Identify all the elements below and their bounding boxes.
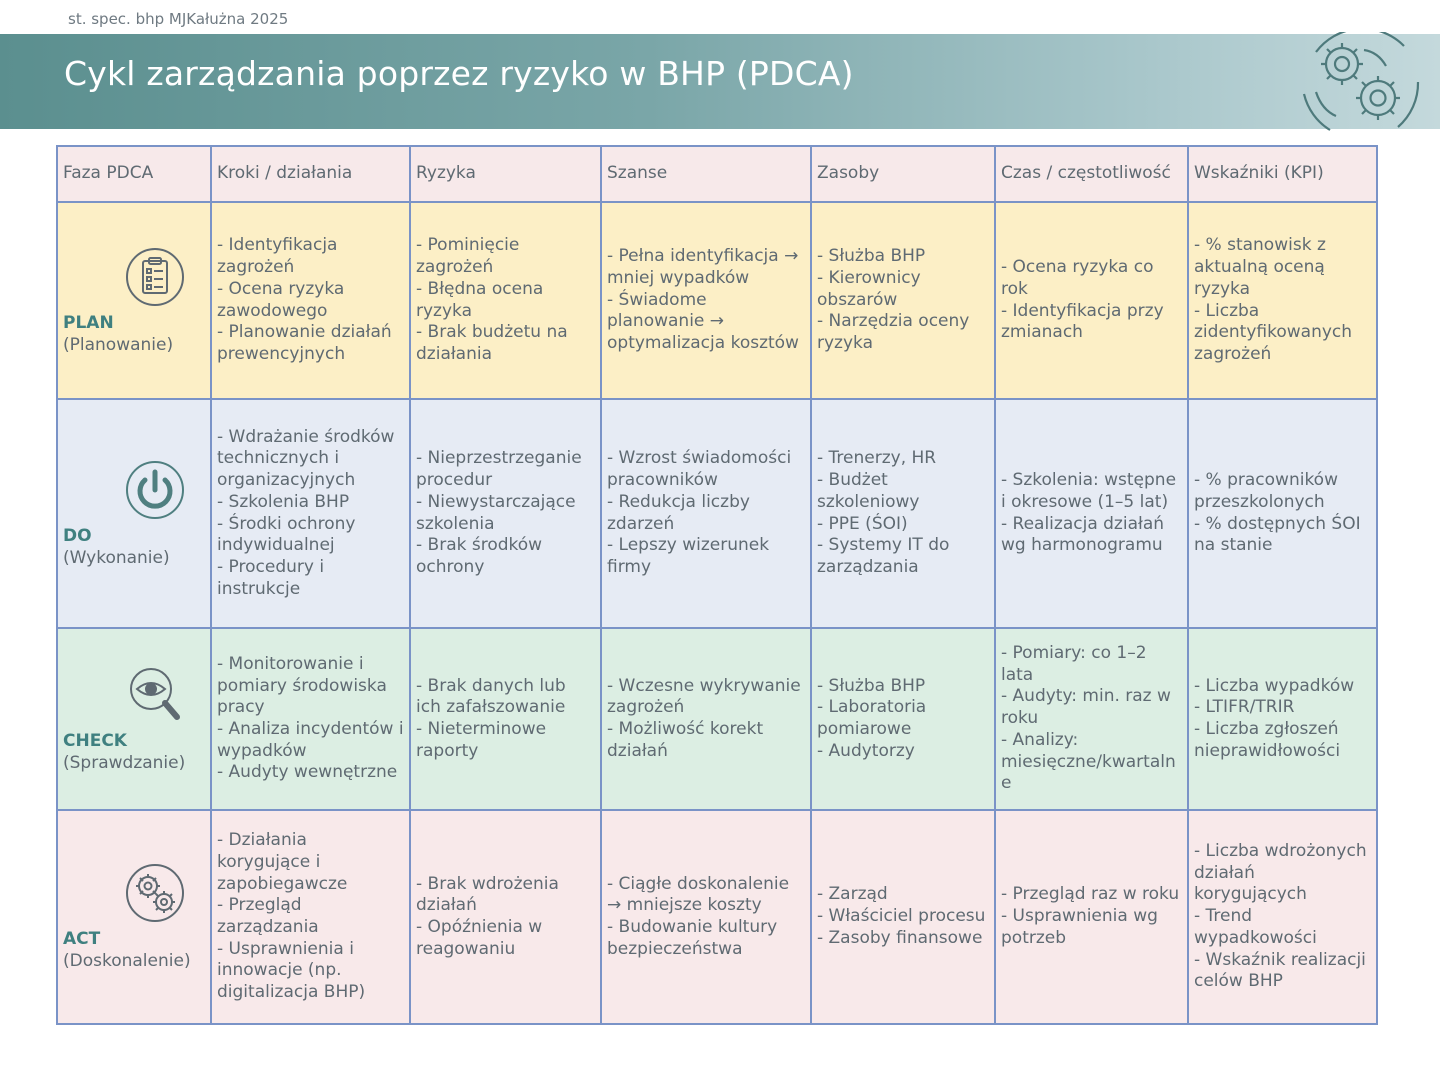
list-item: - Analizy: miesięczne/kwartalne bbox=[1001, 729, 1176, 794]
list-item: - Analiza incydentów i wypadków bbox=[217, 719, 404, 761]
gears-icon bbox=[1294, 32, 1422, 132]
author-credit: st. spec. bhp MJKałużna 2025 bbox=[68, 10, 289, 28]
phase-cell bbox=[57, 628, 211, 810]
title-banner bbox=[0, 34, 1440, 129]
list-item: - Audyty: min. raz w roku bbox=[1001, 686, 1171, 729]
eye-magnifier-icon bbox=[123, 663, 187, 727]
list-item: - Brak danych lub ich zafałszowanie bbox=[416, 675, 566, 718]
table-row-do bbox=[57, 399, 1377, 628]
list-item: - Szkolenia BHP bbox=[217, 491, 350, 512]
resources-cell bbox=[811, 202, 995, 399]
list-item: - Identyfikacja zagrożeń bbox=[217, 235, 338, 278]
resources-cell bbox=[811, 810, 995, 1024]
phase-cell bbox=[57, 399, 211, 628]
list-item: - Planowanie działań prewencyjnych bbox=[217, 322, 392, 364]
list-item: - Liczba wypadków bbox=[1194, 675, 1355, 696]
steps-cell bbox=[211, 810, 410, 1024]
list-item: - Brak środków ochrony bbox=[416, 535, 543, 577]
list-item: - Opóźnienia w reagowaniu bbox=[416, 917, 543, 959]
list-item: - Systemy IT do zarządzania bbox=[817, 535, 950, 577]
steps-cell bbox=[211, 399, 410, 628]
opportunities-cell bbox=[601, 810, 811, 1024]
kpi-cell bbox=[1188, 202, 1377, 399]
list-item: - Budowanie kultury bezpieczeństwa bbox=[607, 917, 778, 959]
list-item: - Budżet szkoleniowy bbox=[817, 470, 920, 512]
table-row-check bbox=[57, 628, 1377, 810]
list-item: - PPE (ŚOI) bbox=[817, 513, 908, 534]
list-item: - Nieprzestrzeganie procedur bbox=[416, 448, 582, 491]
list-item: - Świadome planowanie → optymalizacja kosztów bbox=[607, 289, 799, 354]
time-cell bbox=[995, 202, 1188, 399]
list-item: - LTIFR/TRIR bbox=[1194, 697, 1295, 718]
col-header-steps: Kroki / działania bbox=[211, 146, 410, 202]
list-item: - Wzrost świadomości pracowników bbox=[607, 448, 792, 491]
list-item: - Pomiary: co 1–2 lata bbox=[1001, 643, 1147, 685]
list-item: - Kierownicy obszarów bbox=[817, 267, 921, 310]
table-row-act bbox=[57, 810, 1377, 1024]
list-item: - Laboratoria pomiarowe bbox=[817, 697, 927, 739]
kpi-cell bbox=[1188, 628, 1377, 810]
table-header-row bbox=[57, 146, 1377, 202]
list-item: - Ciągłe doskonalenie → mniejsze koszty bbox=[607, 873, 790, 916]
gears-circle-icon bbox=[123, 861, 187, 925]
list-item: - Zarząd bbox=[817, 884, 888, 905]
list-item: - Działania korygujące i zapobiegawcze bbox=[217, 830, 348, 894]
resources-cell bbox=[811, 399, 995, 628]
steps-cell bbox=[211, 202, 410, 399]
clipboard-checklist-icon bbox=[123, 245, 187, 309]
list-item: - Audytorzy bbox=[817, 740, 915, 761]
list-item: - Nieterminowe raporty bbox=[416, 719, 547, 761]
power-icon bbox=[123, 458, 187, 522]
phase-subtitle: (Sprawdzanie) bbox=[63, 753, 186, 773]
col-header-kpi: Wskaźniki (KPI) bbox=[1188, 146, 1377, 202]
list-item: - Liczba wdrożonych działań korygujących bbox=[1194, 841, 1367, 905]
kpi-cell bbox=[1188, 810, 1377, 1024]
list-item: - Realizacja działań wg harmonogramu bbox=[1001, 513, 1165, 556]
table-row-plan bbox=[57, 202, 1377, 399]
kpi-cell bbox=[1188, 399, 1377, 628]
list-item: - Przegląd raz w roku bbox=[1001, 884, 1180, 905]
phase-subtitle: (Wykonanie) bbox=[63, 547, 170, 568]
list-item: - Środki ochrony indywidualnej bbox=[217, 513, 356, 556]
list-item: - Ocena ryzyka zawodowego bbox=[217, 278, 345, 321]
phase-cell bbox=[57, 810, 211, 1024]
list-item: - Trenerzy, HR bbox=[817, 448, 937, 469]
list-item: - Służba BHP bbox=[817, 675, 926, 696]
page-title: Cykl zarządzania poprzez ryzyko w BHP (PDCA) bbox=[64, 54, 854, 93]
col-header-time: Czas / częstotliwość bbox=[995, 146, 1188, 202]
list-item: - Monitorowanie i pomiary środowiska pracy bbox=[217, 653, 387, 718]
list-item: - Błędna ocena ryzyka bbox=[416, 278, 544, 321]
resources-cell bbox=[811, 628, 995, 810]
phase-name: PLAN bbox=[63, 312, 114, 333]
list-item: - Redukcja liczby zdarzeń bbox=[607, 491, 750, 534]
opportunities-cell bbox=[601, 399, 811, 628]
list-item: - Identyfikacja przy zmianach bbox=[1001, 300, 1164, 343]
phase-subtitle: (Planowanie) bbox=[63, 334, 174, 355]
list-item: - Brak wdrożenia działań bbox=[416, 873, 559, 916]
time-cell bbox=[995, 810, 1188, 1024]
list-item: - Procedury i instrukcje bbox=[217, 556, 325, 599]
opportunities-cell bbox=[601, 628, 811, 810]
list-item: - Szkolenia: wstępne i okresowe (1–5 lat) bbox=[1001, 470, 1177, 512]
list-item: - Usprawnienia i innowacje (np. digitalizacja BHP) bbox=[217, 938, 366, 1003]
list-item: - Pominięcie zagrożeń bbox=[416, 235, 520, 278]
list-item: - Liczba zgłoszeń nieprawidłowości bbox=[1194, 719, 1341, 761]
col-header-opportunities: Szanse bbox=[601, 146, 811, 202]
list-item: - Brak budżetu na działania bbox=[416, 322, 568, 364]
list-item: - Zasoby finansowe bbox=[817, 927, 983, 948]
steps-cell bbox=[211, 628, 410, 810]
list-item: - Narzędzia oceny ryzyka bbox=[817, 311, 970, 354]
list-item: - Wczesne wykrywanie zagrożeń bbox=[607, 675, 801, 718]
list-item: - Możliwość korekt działań bbox=[607, 719, 764, 761]
list-item: - % pracowników przeszkolonych bbox=[1194, 470, 1338, 512]
risks-cell bbox=[410, 399, 601, 628]
time-cell bbox=[995, 399, 1188, 628]
phase-name: ACT bbox=[63, 929, 101, 950]
list-item: - Usprawnienia wg potrzeb bbox=[1001, 906, 1158, 948]
col-header-risks: Ryzyka bbox=[410, 146, 601, 202]
list-item: - Ocena ryzyka co rok bbox=[1001, 257, 1154, 299]
list-item: - Właściciel procesu bbox=[817, 906, 986, 927]
col-header-resources: Zasoby bbox=[811, 146, 995, 202]
phase-subtitle: (Doskonalenie) bbox=[63, 951, 191, 971]
list-item: - % stanowisk z aktualną oceną ryzyka bbox=[1194, 235, 1326, 299]
risks-cell bbox=[410, 202, 601, 399]
opportunities-cell bbox=[601, 202, 811, 399]
list-item: - Wdrażanie środków technicznych i organizacyjnych bbox=[217, 426, 395, 491]
col-header-phase: Faza PDCA bbox=[57, 146, 211, 202]
list-item: - Niewystarczające szkolenia bbox=[416, 491, 576, 534]
risks-cell bbox=[410, 810, 601, 1024]
list-item: - Pełna identyfikacja → mniej wypadków bbox=[607, 246, 799, 288]
list-item: - Przegląd zarządzania bbox=[217, 895, 319, 937]
list-item: - % dostępnych ŚOI na stanie bbox=[1194, 513, 1361, 556]
list-item: - Wskaźnik realizacji celów BHP bbox=[1194, 949, 1366, 992]
list-item: - Trend wypadkowości bbox=[1194, 906, 1317, 948]
list-item: - Lepszy wizerunek firmy bbox=[607, 535, 770, 577]
time-cell bbox=[995, 628, 1188, 810]
phase-cell bbox=[57, 202, 211, 399]
phase-name: DO bbox=[63, 525, 92, 546]
phase-name: CHECK bbox=[63, 731, 127, 752]
list-item: - Liczba zidentyfikowanych zagrożeń bbox=[1194, 300, 1353, 364]
list-item: - Służba BHP bbox=[817, 246, 926, 267]
risks-cell bbox=[410, 628, 601, 810]
pdca-table bbox=[56, 145, 1378, 1025]
list-item: - Audyty wewnętrzne bbox=[217, 762, 398, 783]
